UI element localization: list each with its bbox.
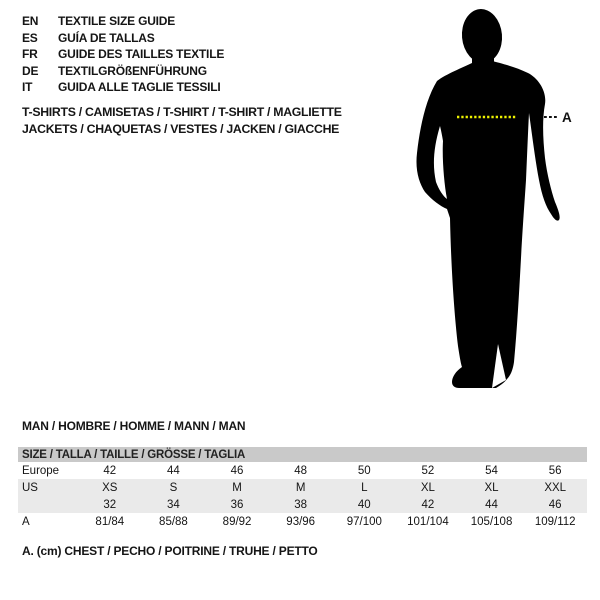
garment-categories xyxy=(22,104,342,138)
table-cell: 56 xyxy=(548,464,562,477)
language-list xyxy=(22,13,224,96)
table-cell: XS xyxy=(78,479,142,496)
table-cell: 81/84 xyxy=(95,515,125,528)
size-table xyxy=(18,447,587,530)
language-code: ES xyxy=(22,30,38,45)
language-row xyxy=(22,79,224,96)
table-cell: S xyxy=(142,479,206,496)
category-jackets: JACKETS / CHAQUETAS / VESTES / JACKEN / GIACCHE xyxy=(22,122,340,136)
row-label xyxy=(18,496,78,513)
language-row xyxy=(22,46,224,63)
language-code: EN xyxy=(22,14,39,28)
table-cell: 46 xyxy=(523,496,587,513)
measurement-footnote: A. (cm) CHEST / PECHO / POITRINE / TRUHE / PETTO xyxy=(22,544,318,558)
table-cell: 42 xyxy=(103,464,117,477)
language-code: FR xyxy=(22,47,38,61)
language-code: IT xyxy=(22,80,33,94)
language-row xyxy=(22,30,224,47)
body-shape xyxy=(416,61,559,388)
table-row-chest xyxy=(18,513,587,530)
man-silhouette xyxy=(410,0,600,400)
measure-label-a: A xyxy=(562,110,572,125)
language-label: TEXTILE SIZE GUIDE xyxy=(58,14,176,28)
table-cell: 105/108 xyxy=(470,515,513,528)
table-cell: 48 xyxy=(294,464,308,477)
language-row xyxy=(22,63,224,80)
category-tshirts: T-SHIRTS / CAMISETAS / T-SHIRT / T-SHIRT / MAGLIETTE xyxy=(22,105,342,119)
table-row-alt-size xyxy=(18,496,587,513)
table-cell: 42 xyxy=(396,496,460,513)
row-label: A xyxy=(22,515,30,528)
table-cell: 32 xyxy=(78,496,142,513)
section-title-man: MAN / HOMBRE / HOMME / MANN / MAN xyxy=(22,419,246,433)
table-cell: 50 xyxy=(357,464,371,477)
table-cell: 54 xyxy=(485,464,498,477)
table-cell: XL xyxy=(460,479,524,496)
table-cell: XXL xyxy=(523,479,587,496)
table-cell: M xyxy=(269,479,333,496)
table-cell: 109/112 xyxy=(534,515,576,528)
table-cell: 38 xyxy=(269,496,333,513)
table-cell: M xyxy=(205,479,269,496)
table-cell: 34 xyxy=(142,496,206,513)
table-cell: L xyxy=(333,479,397,496)
language-label: GUIDE DES TAILLES TEXTILE xyxy=(58,47,225,61)
language-code: DE xyxy=(22,63,39,78)
table-row-europe xyxy=(18,462,587,479)
size-table-header-row xyxy=(18,447,587,462)
table-cell: 52 xyxy=(421,464,435,477)
table-cell: 97/100 xyxy=(346,515,382,528)
table-cell: 44 xyxy=(460,496,524,513)
table-cell: 46 xyxy=(230,464,244,477)
table-cell: 44 xyxy=(167,464,180,477)
table-cell: 93/96 xyxy=(286,515,316,528)
language-label: GUÍA DE TALLAS xyxy=(58,30,155,45)
table-cell: XL xyxy=(396,479,460,496)
language-row xyxy=(22,13,224,30)
table-cell: 40 xyxy=(333,496,397,513)
language-label: TEXTILGRÖßENFÜHRUNG xyxy=(58,63,207,78)
table-cell: 85/88 xyxy=(159,515,188,528)
row-label: Europe xyxy=(22,464,60,477)
table-cell: 89/92 xyxy=(222,515,252,528)
table-cell: 101/104 xyxy=(407,515,449,528)
man-silhouette-figure xyxy=(410,0,600,400)
language-label: GUIDA ALLE TAGLIE TESSILI xyxy=(58,80,221,94)
size-table-header: SIZE / TALLA / TAILLE / GRÖSSE / TAGLIA xyxy=(18,447,587,462)
table-cell: 36 xyxy=(205,496,269,513)
table-row-us xyxy=(18,479,587,496)
row-label: US xyxy=(18,479,78,496)
